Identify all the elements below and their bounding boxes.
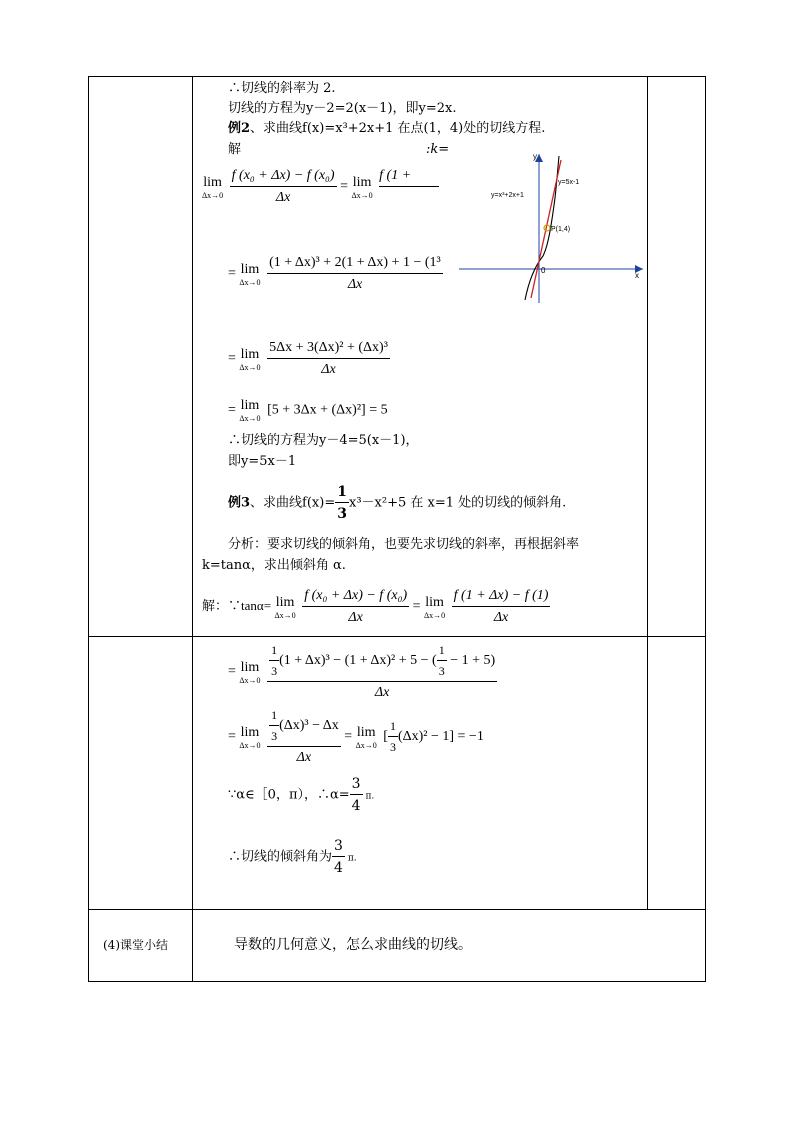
curve-label: y=x³+2x+1 (491, 192, 524, 199)
table-border-top (88, 76, 706, 77)
summary-text: 导数的几何意义，怎么求曲线的切线。 (234, 937, 472, 953)
analysis-line-1: 分析：要求切线的倾斜角，也要先求切线的斜率，再根据斜率 (228, 537, 580, 552)
table-border-right (705, 76, 706, 982)
row-divider-2 (88, 909, 706, 910)
col-divider-1 (192, 76, 193, 982)
ex2-limit-line-3: = lim Δx→0 $\frac{\text{5Δx + 3(Δx)² + (Δx)³}}{\Delta x}$ (228, 340, 388, 377)
ex2-result-1: ∴切线的方程为y－4=5(x－1)， (228, 433, 419, 448)
difference-quotient-at-1: f (1 + (379, 168, 439, 206)
ex3-solution-line: 解：∵tanα= lim Δx→0 $\frac{\text{f (x₀ + Δx) − f (x₀)}}{\Delta x}$ = lim Δx→0 $\frac{f (1 + \Delta x) - f (1)}{\Delta x}$ (202, 588, 549, 625)
summary-label: (4)课堂小结 (103, 938, 168, 952)
limit-operator: lim Δx→0 (274, 594, 296, 620)
example-3-heading: 例3、求曲线f(x)= $\frac{1}{3}$ x³－x²+5 在 x=1 处的切线的倾斜角. (228, 484, 567, 522)
tangent-equation-1: 切线的方程为y－2=2(x－1)，即y=2x. (228, 101, 457, 116)
limit-operator: lim Δx→0 (351, 174, 373, 200)
origin-label: 0 (541, 266, 546, 275)
tangent-graph (455, 148, 650, 306)
ex3-limit-line-3: = lim Δx→0 $\frac{1}{3}$ (Δx)³ − Δx Δx = lim Δx→0 [ $\frac{1}{3}$ (Δx)² − 1] = −1 (228, 708, 484, 765)
inclination-result: ∴切线的倾斜角为 $\frac{3}{4}$ π. (228, 838, 357, 876)
ex2-result-2: 即y=5x－1 (228, 454, 297, 469)
x-axis-label: x (635, 271, 639, 280)
ex3-limit-line-2: = lim Δx→0 $\frac{1}{3}$ (1 + Δx)³ − (1 + Δx)² + 5 − ( $\frac{1}{3}$ − 1 + 5) Δx (228, 643, 496, 700)
limit-operator: lim Δx→0 (424, 594, 446, 620)
table-border-bottom (88, 981, 706, 982)
k-equals: :k= (426, 142, 450, 157)
solution-label: 解 (228, 142, 242, 157)
alpha-range-line: ∵α∈［0，π），∴α= $\frac{3}{4}$ π. (228, 776, 375, 814)
ex2-limit-line-2: = lim Δx→0 $\frac{\text{(1 + Δx)³ + 2(1 + Δx) + 1 − (1³}}{\Delta x}$ (228, 255, 443, 293)
slope-statement: ∴切线的斜率为 2. (228, 81, 336, 96)
table-border-left (88, 76, 89, 982)
limit-operator: lim Δx→0 (239, 261, 261, 287)
difference-quotient: $\frac{\text{f (x₀ + Δx) − f (x₀)}}{\Delta x}$ (231, 168, 335, 205)
example-2-heading (228, 122, 545, 135)
ex2-limit-line-1: lim Δx→0 $\frac{\text{f (x₀ + Δx) − f (x₀)}}{\Delta x}$ = lim Δx→0 f (1 + (202, 168, 439, 206)
expanded-quotient: $\frac{\text{(1 + Δx)³ + 2(1 + Δx) + 1 − (1³}}{\Delta x}$ (267, 255, 443, 293)
analysis-line-2: k=tanα，求出倾斜角 α. (202, 558, 346, 573)
example-2-label: 例2 (228, 121, 251, 136)
row-divider-1 (88, 636, 706, 637)
limit-operator: lim Δx→0 (239, 346, 261, 372)
limit-operator: lim Δx→0 (202, 174, 224, 200)
point-label: P(1,4) (551, 226, 571, 233)
example-2-text: 、求曲线f(x)=x³+2x+1 在点(1，4)处的切线方程. (250, 121, 546, 136)
limit-operator: lim Δx→0 (239, 398, 261, 423)
y-axis-label: y (533, 152, 537, 161)
ex2-limit-line-4: = lim Δx→0 [5 + 3Δx + (Δx)²] = 5 (228, 398, 388, 423)
simplified-quotient: $\frac{\text{5Δx + 3(Δx)² + (Δx)³}}{\Delta x}$ (269, 340, 388, 377)
tangent-label: y=5x-1 (558, 179, 580, 186)
